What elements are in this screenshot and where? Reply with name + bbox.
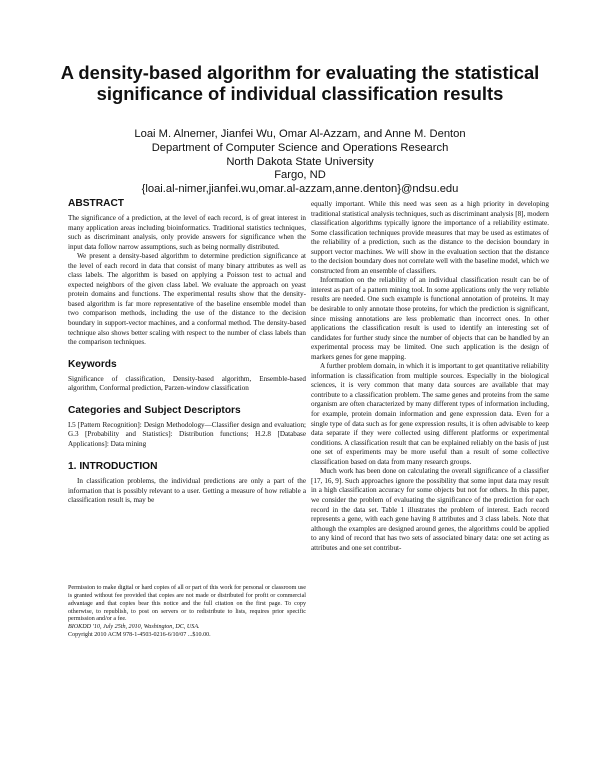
abstract-heading: ABSTRACT	[68, 198, 125, 209]
paper-title: A density-based algorithm for evaluating the statistical significance of individual classification results	[60, 62, 540, 104]
right-paragraph-3: A further problem domain, in which it is important to get quantitative reliability information is classification from multiple sources. Especially in the biological sciences, it is very common that many data sources are available that may contribute to a classification problem. The same genes and proteins from the same organism are often characterized by many different types of information including, for example, protein domain information and gene expression data. Even for a single type of data such as for gene expression results, it is often advisable to keep data separate if they were collected using different platforms or experimental conditions. A classification result that can be explained reliably on the basis of just one set of experiments may be more useful than a result of some collective classification based on data from many research groups.	[311, 362, 549, 466]
abstract-paragraph-1: The significance of a prediction, at the level of each record, is of great interest in many application areas including bioinformatics. Traditional statistics techniques, such as discriminant analysis, only provide answers for significance when the input data follow narrow assumptions, such as being normally distributed.	[68, 214, 306, 251]
permission-footnote	[68, 585, 306, 640]
permission-text: Permission to make digital or hard copies of all or part of this work for personal or classroom use is granted without fee provided that copies are not made or distributed for profit or commercial advantage and that copies bear this notice and the full citation on the first page. To copy otherwise, to republish, to post on servers or to redistribute to lists, requires prior specific permission and/or a fee.	[68, 585, 306, 623]
author-block	[60, 128, 540, 197]
author-names: Loai M. Alnemer, Jianfei Wu, Omar Al-Azzam, and Anne M. Denton	[134, 128, 466, 140]
university: North Dakota State University	[226, 155, 374, 168]
categories-text: I.5 [Pattern Recognition]: Design Methodology—Classifier design and evaluation; G.3 [Probability and Statistics]: Distribution functions; H.2.8 [Database Applications]: Data mining	[68, 420, 306, 448]
venue-line: BIOKDD '10, July 25th, 2010, Washington, DC, USA.	[68, 624, 200, 631]
right-paragraph-4: Much work has been done on calculating the overall significance of a classifier [17, 16, 9]. Such approaches ignore the possibility that some input data may result in a high classification accuracy for some objects but not for others. In this paper, we consider the problem of evaluating the significance of the prediction for each record in the data set. Table 1 illustrates the problem of interest. Each record represents a gene, with each gene having 8 attributes and 3 class labels. Note that although the examples are designed around genes, the algorithms could be applied to any kind of record that has two sets of associated binary data: one set acting as attributes and one set contribut-	[311, 467, 549, 552]
right-paragraph-1: equally important. While this need was seen as a high priority in developing traditional statistical analysis techniques, such as discriminant analysis [8], modern classification algorithms typically ignore the importance of a reliability estimate. Some classification techniques provide measures that may be used as estimates of the reliability of a prediction, such as the distance to the decision boundary in support vector machines. We will show in the evaluation section that the distance to the decision boundary does not correlate well with the baseline model, which we constructed from an ensemble of classifiers.	[311, 200, 549, 275]
author-emails: {loai.al-nimer,jianfei.wu,omar.al-azzam,anne.denton}@ndsu.edu	[141, 183, 459, 196]
city: Fargo, ND	[274, 169, 326, 182]
right-column	[311, 200, 549, 553]
department: Department of Computer Science and Operations Research	[151, 141, 449, 154]
copyright-line: Copyright 2010 ACM 978-1-4503-0216-6/10/07 ...$10.00.	[68, 632, 211, 639]
introduction-heading: 1. INTRODUCTION	[68, 461, 158, 473]
introduction-paragraph-1: In classification problems, the individual predictions are only a part of the information that is possibly relevant to a user. Getting a measure of how reliable a classification result is, may be	[68, 477, 306, 505]
abstract-paragraph-2: We present a density-based algorithm to determine prediction significance at the level of each record in data that consist of many binary attributes as well as class labels. The algorithm is based on applying a Poisson test to actual and expected neighbors of the given class label. We evaluate the approach on yeast protein domains and functions. The experimental results show that the density-based algorithm is far more representative of the baseline ensemble model than two comparison methods, including the use of the distance to the decision boundary in support-vector machines, and a conformal method. The density-based technique also shows better scaling with respect to the number of class labels than the comparison techniques.	[68, 252, 306, 347]
left-column	[68, 198, 306, 506]
keywords-heading: Keywords	[68, 358, 117, 370]
right-paragraph-2: Information on the reliability of an individual classification result can be of interest as part of a pattern mining tool. In some applications only the very reliable results are needed. One such example is functional annotation of proteins. It may be desirable to only annotate those proteins, for which the prediction is significant, since missing annotations are less problematic than incorrect ones. In other applications the classification result is used to identify an interesting set of candidates for further study since the number of objects that can be handled by an experimental process may be limited. One such application is the design of markers genes for gene mapping.	[311, 276, 549, 361]
keywords-text: Significance of classification, Density-based algorithm, Ensemble-based algorithm, Conformal prediction, Parzen-window classification	[68, 374, 306, 393]
categories-heading: Categories and Subject Descriptors	[68, 404, 241, 416]
